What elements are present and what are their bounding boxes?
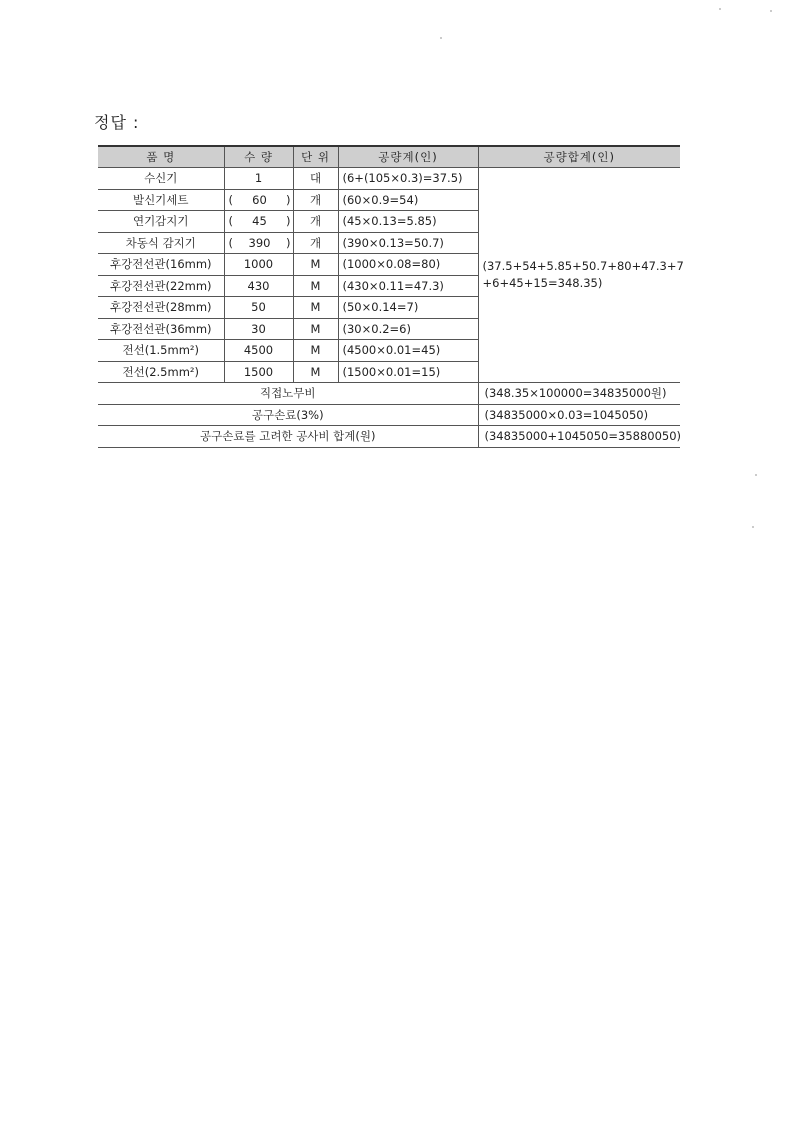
item-name: 후강전선관(28mm): [98, 297, 224, 319]
qty-paren-close: ): [285, 192, 291, 207]
scan-speck: [752, 526, 754, 528]
item-qty: 30: [224, 318, 293, 340]
item-labor: (50×0.14=7): [338, 297, 478, 319]
table-header-row: [98, 146, 680, 168]
col-unit: 단 위: [293, 146, 338, 168]
qty-paren-open: (: [228, 214, 233, 229]
summary-label: 직접노무비: [98, 383, 478, 405]
qty-paren-open: (: [228, 192, 233, 207]
item-qty-cell: [224, 189, 293, 211]
item-name: 차동식 감지기: [98, 232, 224, 254]
summary-value: (34835000×0.03=1045050): [478, 404, 680, 426]
item-labor: (30×0.2=6): [338, 318, 478, 340]
answer-table: [98, 145, 684, 448]
item-name: 후강전선관(36mm): [98, 318, 224, 340]
item-qty: 4500: [224, 340, 293, 362]
scan-speck: [440, 37, 442, 39]
item-labor: (6+(105×0.3)=37.5): [338, 168, 478, 190]
item-labor: (1000×0.08=80): [338, 254, 478, 276]
item-qty-cell: [224, 211, 293, 233]
item-name: 후강전선관(16mm): [98, 254, 224, 276]
item-qty: 1500: [224, 361, 293, 383]
item-qty: 430: [224, 275, 293, 297]
col-labor: 공량계(인): [338, 146, 478, 168]
item-unit: 개: [293, 232, 338, 254]
item-unit: 개: [293, 211, 338, 233]
total-labor-line2: +6+45+15=348.35): [482, 276, 603, 290]
item-name: 전선(1.5mm²): [98, 340, 224, 362]
item-name: 전선(2.5mm²): [98, 361, 224, 383]
item-labor: (45×0.13=5.85): [338, 211, 478, 233]
item-qty: 50: [224, 297, 293, 319]
col-item-name: 품 명: [98, 146, 224, 168]
scan-speck: [770, 10, 772, 12]
item-unit: M: [293, 297, 338, 319]
qty-paren-close: ): [285, 235, 291, 250]
answer-heading: 정답 :: [94, 113, 140, 132]
col-quantity: 수 량: [224, 146, 293, 168]
total-labor-line1: (37.5+54+5.85+50.7+80+47.3+7: [482, 259, 684, 273]
item-qty: 60: [252, 192, 267, 207]
item-unit: M: [293, 361, 338, 383]
item-unit: 개: [293, 189, 338, 211]
item-labor: (430×0.11=47.3): [338, 275, 478, 297]
qty-paren-close: ): [285, 214, 291, 229]
item-unit: M: [293, 275, 338, 297]
item-qty: 390: [248, 235, 271, 250]
summary-value: (348.35×100000=34835000원): [478, 383, 680, 405]
item-labor: (60×0.9=54): [338, 189, 478, 211]
item-qty: 1: [224, 168, 293, 190]
summary-row-tool-wear: [98, 404, 680, 426]
item-qty: 45: [252, 214, 267, 229]
table-row: [98, 168, 680, 190]
item-qty: 1000: [224, 254, 293, 276]
item-qty-cell: [224, 232, 293, 254]
item-unit: M: [293, 340, 338, 362]
item-unit: 대: [293, 168, 338, 190]
scan-speck: [719, 8, 721, 10]
qty-paren-open: (: [228, 235, 233, 250]
scan-speck: [755, 474, 757, 476]
item-labor: (1500×0.01=15): [338, 361, 478, 383]
summary-row-direct-labor: [98, 383, 680, 405]
item-name: 발신기세트: [98, 189, 224, 211]
item-labor: (4500×0.01=45): [338, 340, 478, 362]
item-name: 수신기: [98, 168, 224, 190]
total-labor-cell: [478, 168, 684, 383]
item-labor: (390×0.13=50.7): [338, 232, 478, 254]
item-name: 후강전선관(22mm): [98, 275, 224, 297]
item-unit: M: [293, 318, 338, 340]
col-labor-total: 공량합계(인): [478, 146, 680, 168]
item-unit: M: [293, 254, 338, 276]
summary-label: 공구손료를 고려한 공사비 합계(원): [98, 426, 478, 448]
item-name: 연기감지기: [98, 211, 224, 233]
summary-row-total-cost: [98, 426, 680, 448]
summary-label: 공구손료(3%): [98, 404, 478, 426]
summary-value: (34835000+1045050=35880050): [478, 426, 680, 448]
